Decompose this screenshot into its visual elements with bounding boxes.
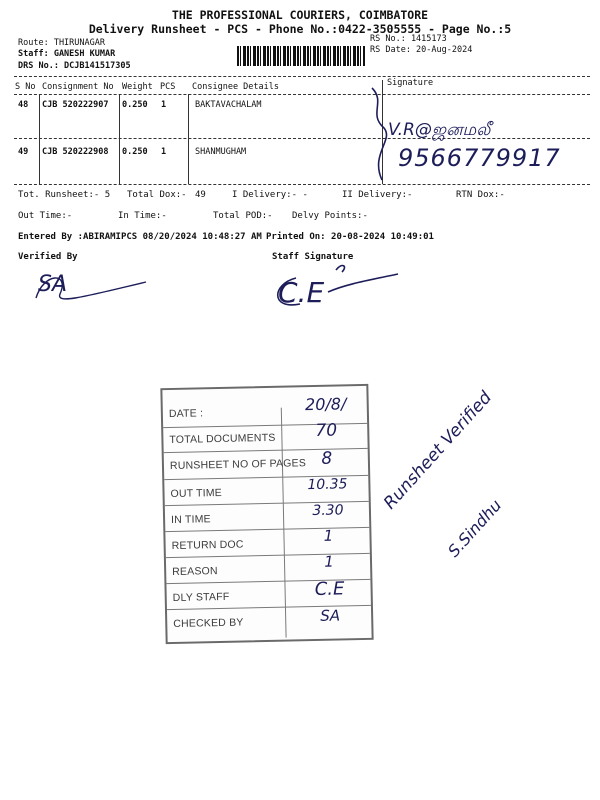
stamp-value-checked-by: SA [320, 606, 341, 625]
stamp-label-checked-by: CHECKED BY [173, 616, 244, 630]
stamp-value-date: 20/8/ [304, 394, 347, 415]
table-header-divider [14, 94, 590, 95]
company-title: THE PROFESSIONAL COURIERS, COIMBATORE [171, 8, 429, 22]
drs-number: DRS No.: DCJB141517305 [18, 61, 131, 71]
stamp-label-total-documents: TOTAL DOCUMENTS [169, 431, 276, 447]
total-pod: Total POD:- [213, 211, 273, 221]
stamp-value-return-doc: 1 [323, 526, 334, 545]
row-48-weight: 0.250 [122, 100, 148, 110]
rtn-dox: RTN Dox:- [456, 190, 505, 200]
stamp-label-return-doc: RETURN DOC [171, 538, 244, 553]
stamp-divider [281, 408, 287, 638]
stamp-label-dly-staff: DLY STAFF [172, 590, 230, 604]
staff-initials: C.E [278, 276, 325, 309]
stamp-value-total-documents: 70 [315, 420, 338, 441]
ii-delivery: II Delivery:- [342, 190, 413, 200]
staff-signature-label: Staff Signature [272, 252, 354, 262]
out-time: Out Time:- [18, 211, 73, 221]
row-49-consignment: CJB 520222908 [42, 147, 109, 157]
stamp-value-in-time: 3.30 [312, 502, 344, 520]
header-pcs: PCS [160, 82, 176, 92]
header-sno: S No [15, 82, 36, 92]
stamp-label-date: DATE : [168, 407, 204, 421]
row-divider [14, 138, 590, 139]
column-divider [188, 94, 189, 184]
staff-signature-scribble [266, 258, 406, 314]
table-bottom-divider [14, 184, 590, 185]
entered-by: Entered By :ABIRAMIPCS 08/20/2024 10:48:27 AM [18, 232, 262, 242]
total-dox-label: Total Dox:- [127, 190, 187, 200]
stamp-value-reason: 1 [324, 552, 334, 571]
total-dox-value: 49 [195, 190, 206, 200]
verified-signature-scribble [30, 268, 150, 310]
verifier-name-note: S.Sindhu [444, 495, 506, 561]
row-48-sno: 48 [18, 100, 29, 110]
rs-number: RS No.: 1415173 [370, 34, 447, 44]
runsheet-subtitle: Delivery Runsheet - PCS - Phone No.:0422-3505555 - Page No.:5 [88, 22, 512, 36]
header-signature: Signature [387, 78, 434, 88]
table-top-divider [14, 76, 590, 77]
in-time: In Time:- [118, 211, 167, 221]
header-consignment: Consignment No [42, 82, 114, 92]
tot-runsheet: Tot. Runsheet:- 5 [18, 190, 111, 200]
row-49-weight: 0.250 [122, 147, 148, 157]
barcode-image [237, 46, 365, 66]
stamp-value-pages: 8 [321, 448, 333, 469]
stamp-label-pages: RUNSHEET NO OF PAGES [169, 457, 307, 473]
runsheet-stamp [160, 384, 373, 644]
printed-on: Printed On: 20-08-2024 10:49:01 [266, 232, 434, 242]
stamp-value-out-time: 10.35 [307, 476, 348, 494]
delvy-points: Delvy Points:- [292, 211, 368, 221]
row-48-pcs: 1 [161, 100, 167, 110]
row-48-consignment: CJB 520222907 [42, 100, 109, 110]
verified-initials: SA [38, 272, 68, 297]
row-49-consignee: SHANMUGHAM [195, 147, 247, 157]
row-48-consignee: BAKTAVACHALAM [195, 100, 262, 110]
rs-date: RS Date: 20-Aug-2024 [370, 45, 473, 55]
stamp-label-out-time: OUT TIME [170, 486, 223, 501]
runsheet-verified-note: Runsheet Verified [380, 387, 496, 514]
stamp-label-in-time: IN TIME [170, 513, 211, 527]
header-consignee: Consignee Details [192, 82, 279, 92]
row-49-pcs: 1 [161, 147, 167, 157]
stamp-label-reason: REASON [172, 565, 218, 578]
row-49-sno: 49 [18, 147, 29, 157]
signature-phone-handwritten: 9566779917 [398, 144, 561, 172]
signature-name-handwritten: V.R@ஜனமலீ [388, 120, 491, 140]
verified-by-label: Verified By [18, 252, 78, 262]
route-text: Route: THIRUNAGAR [18, 38, 105, 48]
stamp-value-dly-staff: C.E [314, 578, 345, 601]
header-weight: Weight [122, 82, 153, 92]
staff-text: Staff: GANESH KUMAR [18, 49, 116, 59]
column-divider [39, 94, 40, 184]
column-divider [119, 94, 120, 184]
i-delivery: I Delivery:- - [232, 190, 308, 200]
